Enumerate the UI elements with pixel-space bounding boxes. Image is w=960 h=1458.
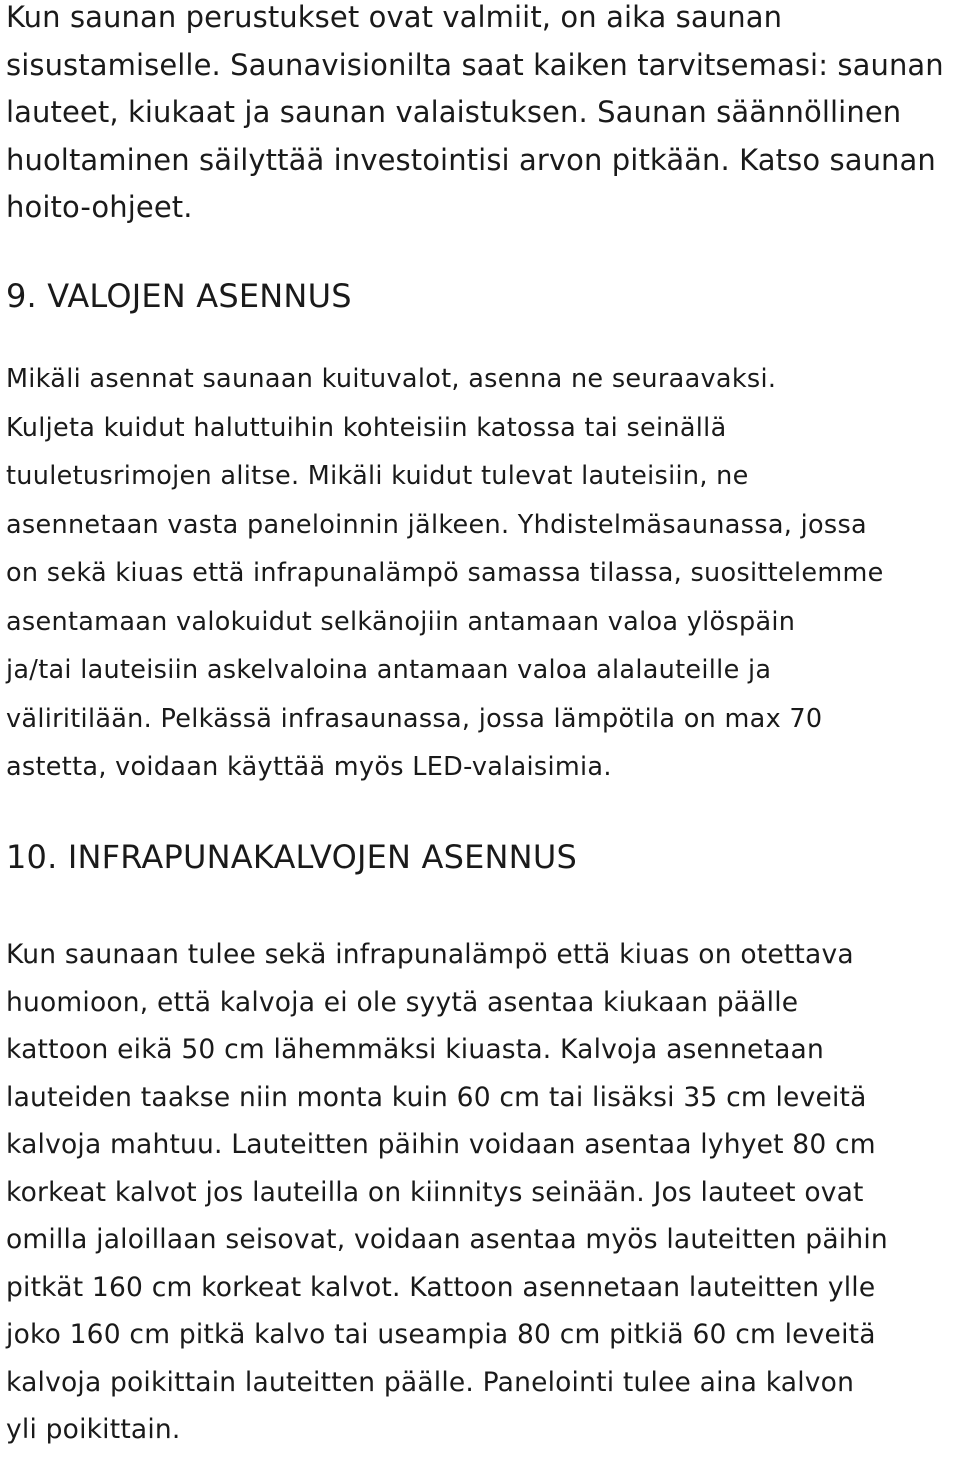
intro-paragraph	[6, 0, 956, 232]
paragraph-line: asennetaan vasta paneloinnin jälkeen. Yhdistelmäsaunassa, jossa	[6, 509, 867, 540]
intro-line: Kun saunan perustukset ovat valmiit, on aika saunan	[6, 0, 783, 34]
paragraph-line: joko 160 cm pitkä kalvo tai useampia 80 cm pitkiä 60 cm leveitä	[6, 1319, 876, 1350]
paragraph-line: Mikäli asennat saunaan kuituvalot, asenna ne seuraavaksi.	[6, 364, 777, 394]
paragraph-line: omilla jaloillaan seisovat, voidaan asentaa myös lauteitten päihin	[6, 1224, 888, 1255]
intro-line: huoltaminen säilyttää investointisi arvon pitkään. Katso saunan	[6, 142, 936, 177]
paragraph-line: asentamaan valokuidut selkänojiin antamaan valoa ylöspäin	[6, 606, 796, 637]
paragraph-line: huomioon, että kalvoja ei ole syytä asentaa kiukaan päälle	[6, 986, 799, 1018]
paragraph-line: väliritilään. Pelkässä infrasaunassa, jossa lämpötila on max 70	[6, 703, 823, 734]
paragraph-line: pitkät 160 cm korkeat kalvot. Kattoon asennetaan lauteitten ylle	[6, 1271, 876, 1303]
intro-line: hoito-ohjeet.	[6, 190, 193, 224]
document-page	[6, 0, 956, 1445]
paragraph-line: ja/tai lauteisiin askelvaloina antamaan valoa alalauteille ja	[6, 655, 772, 685]
paragraph-line: Kun saunaan tulee sekä infrapunalämpö että kiuas on otettava	[6, 939, 854, 970]
paragraph-line: kalvoja poikittain lauteitten päälle. Panelointi tulee aina kalvon	[6, 1366, 855, 1398]
section-10-paragraph	[6, 931, 888, 1454]
section-9-paragraph	[6, 355, 884, 792]
paragraph-line: Kuljeta kuidut haluttuihin kohteisiin katossa tai seinällä	[6, 412, 727, 443]
paragraph-line: lauteiden taakse niin monta kuin 60 cm tai lisäksi 35 cm leveitä	[6, 1081, 867, 1113]
paragraph-line: yli poikittain.	[6, 1414, 181, 1445]
intro-line: sisustamiselle. Saunavisionilta saat kaiken tarvitsemasi: saunan	[6, 47, 944, 82]
paragraph-line: astetta, voidaan käyttää myös LED-valaisimia.	[6, 752, 612, 782]
paragraph-line: korkeat kalvot jos lauteilla on kiinnitys seinään. Jos lauteet ovat	[6, 1176, 864, 1208]
paragraph-line: on sekä kiuas että infrapunalämpö samassa tilassa, suosittelemme	[6, 558, 884, 588]
paragraph-line: tuuletusrimojen alitse. Mikäli kuidut tulevat lauteisiin, ne	[6, 461, 749, 491]
paragraph-line: kalvoja mahtuu. Lauteitten päihin voidaan asentaa lyhyet 80 cm	[6, 1129, 876, 1160]
section-heading-9: 9. VALOJEN ASENNUS	[6, 277, 352, 315]
paragraph-line: kattoon eikä 50 cm lähemmäksi kiuasta. Kalvoja asennetaan	[6, 1034, 824, 1065]
intro-line: lauteet, kiukaat ja saunan valaistuksen. Saunan säännöllinen	[6, 95, 902, 129]
section-heading-10: 10. INFRAPUNAKALVOJEN ASENNUS	[6, 838, 577, 876]
